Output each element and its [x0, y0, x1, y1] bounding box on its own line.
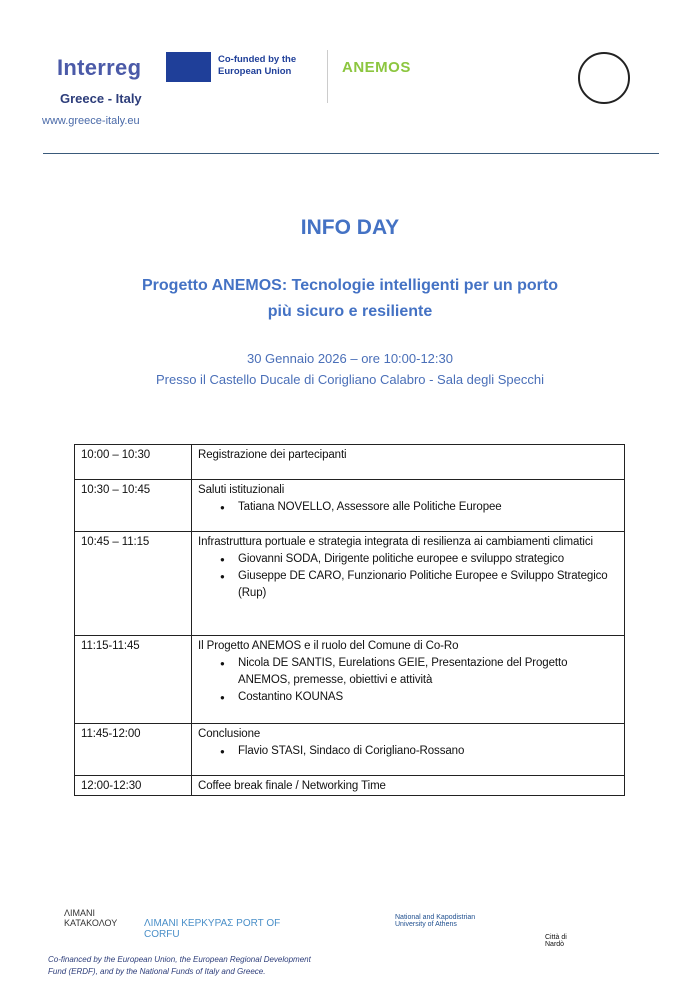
event-date: 30 Gennaio 2026 – ore 10:00-12:30	[246, 351, 453, 366]
agenda-content	[192, 445, 625, 480]
subtitle	[0, 273, 700, 325]
athens-university-logo: National and Kapodistrian University of Athens	[395, 914, 476, 928]
speaker-item: ● Nicola DE SANTIS, Eurelations GEIE, Presentazione del Progetto ANEMOS, premesse, obiettivi e attività	[238, 655, 618, 689]
speaker-list	[198, 551, 618, 602]
speaker-list	[198, 743, 618, 760]
speaker-list	[198, 499, 618, 516]
agenda-row	[75, 532, 625, 636]
agenda-time: 11:15-11:45	[75, 636, 192, 724]
agenda-title: Coffee break finale / Networking Time	[198, 780, 386, 792]
cofunded-label: Co-funded by the European Union	[218, 54, 297, 77]
agenda-time: 10:00 – 10:30	[75, 445, 192, 480]
agenda-title: Registrazione dei partecipanti	[198, 449, 347, 461]
speaker-item: ● Flavio STASI, Sindaco di Corigliano-Rossano	[238, 743, 618, 760]
agenda-content	[192, 776, 625, 796]
agenda-content	[192, 480, 625, 532]
agenda-time: 11:45-12:00	[75, 724, 192, 776]
agenda-table	[74, 444, 625, 796]
header-divider	[43, 153, 659, 154]
agenda-row	[75, 776, 625, 796]
agenda-row	[75, 724, 625, 776]
event-venue: Presso il Castello Ducale di Corigliano Calabro - Sala degli Specchi	[155, 372, 545, 387]
agenda-content	[192, 724, 625, 776]
nardo-logo: Città di Nardò	[545, 934, 567, 948]
footer-note: Co-financed by the European Union, the European Regional Development Fund (ERDF), and by the National Funds of Italy and Greece.	[48, 955, 311, 976]
agenda-title: Infrastruttura portuale e strategia integrata di resilienza ai cambiamenti climatici	[198, 536, 593, 548]
agenda-time: 10:30 – 10:45	[75, 480, 192, 532]
katakolo-port-logo: ΛΙΜΑΝΙ ΚΑΤΑΚΟΛΟΥ	[64, 908, 118, 928]
agenda-time: 12:00-12:30	[75, 776, 192, 796]
corfu-port-logo: ΛΙΜΑΝΙ ΚΕΡΚΥΡΑΣ PORT OF CORFU	[144, 918, 281, 940]
anemos-logo: ANEMOS	[342, 59, 411, 76]
event-info	[0, 348, 700, 390]
eu-flag-icon	[166, 52, 211, 82]
divider	[327, 50, 328, 103]
agenda-time: 10:45 – 11:15	[75, 532, 192, 636]
agenda-title: Il Progetto ANEMOS e il ruolo del Comune di Co-Ro	[198, 640, 459, 652]
speaker-item: ● Giovanni SODA, Dirigente politiche europee e sviluppo strategico	[238, 551, 618, 568]
subtitle-line: più sicuro e resiliente	[267, 303, 433, 320]
interreg-logo: Interreg	[57, 55, 142, 80]
agenda-row	[75, 480, 625, 532]
agenda-content	[192, 636, 625, 724]
agenda-title: Conclusione	[198, 728, 261, 740]
speaker-list	[198, 655, 618, 706]
agenda-row	[75, 445, 625, 480]
speaker-item: ● Giuseppe DE CARO, Funzionario Politiche Europee e Sviluppo Strategico (Rup)	[238, 568, 618, 602]
subtitle-line: Progetto ANEMOS: Tecnologie intelligenti per un porto	[142, 277, 558, 294]
speaker-item: ● Tatiana NOVELLO, Assessore alle Politiche Europee	[238, 499, 618, 516]
comune-seal-logo	[578, 52, 630, 104]
agenda-row	[75, 636, 625, 724]
website-link[interactable]: www.greece-italy.eu	[42, 115, 140, 127]
program-name: Greece - Italy	[60, 91, 142, 106]
agenda-content	[192, 532, 625, 636]
speaker-item: ● Costantino KOUNAS	[238, 689, 618, 706]
page-title: INFO DAY	[300, 216, 400, 239]
agenda-title: Saluti istituzionali	[198, 484, 285, 496]
